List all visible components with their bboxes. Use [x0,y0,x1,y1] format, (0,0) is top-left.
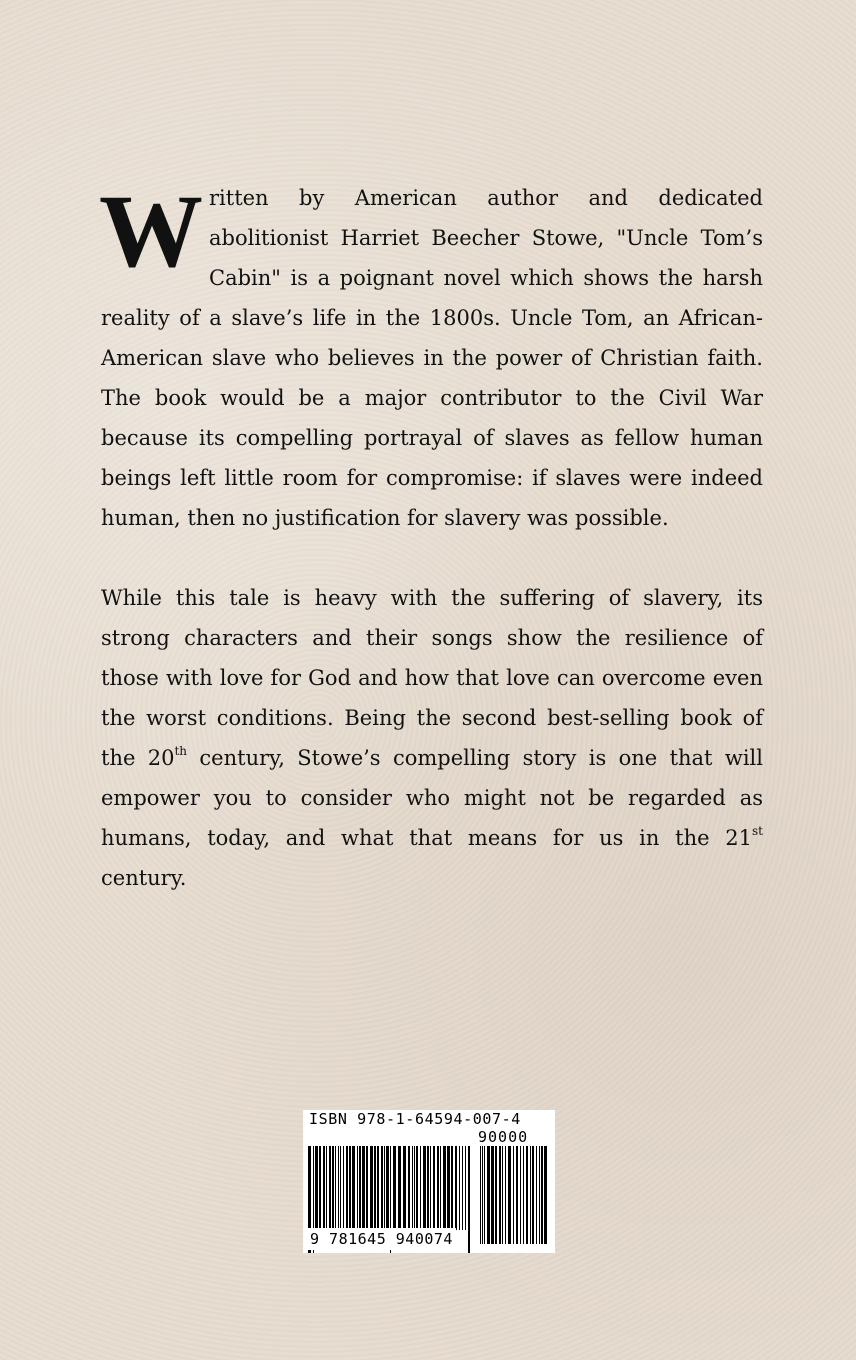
barcode-bar [462,1146,463,1230]
drop-cap: W [99,174,203,289]
barcode-bar [468,1146,470,1253]
barcode-bar [459,1146,460,1230]
barcode-bar [502,1146,503,1244]
barcode-bar [499,1146,501,1244]
barcode-bar [408,1146,410,1230]
paragraph-1-text: ritten by American author and dedicated abolitionist Harriet Beecher Stowe, "Uncle Tom’s Cabin" is a poignant novel which shows the harsh reality of a slave’s life in the 1800s. Uncle Tom, an African-American slave who believes in the power of Christian faith. The book would be a major contributor to the Civil War because its compelling portrayal of slaves as fellow human beings left little room for compromise: if slaves were indeed human, then no justification for slavery was possible. [101,186,763,530]
barcode-bar [377,1146,379,1230]
barcode-bar [357,1146,358,1230]
barcode-bar [427,1146,429,1230]
barcode-bar [505,1146,506,1244]
barcode-bar [508,1146,511,1244]
barcode-bar [352,1146,355,1230]
barcode-bar [349,1146,351,1230]
barcode-bar [455,1146,457,1230]
barcode-bar [374,1146,376,1230]
barcode-bar [484,1146,485,1244]
barcode-bar [526,1146,528,1244]
barcode-bar [329,1146,331,1230]
barcode-bar [370,1146,373,1230]
barcode-bar [420,1146,421,1230]
barcode-bar [326,1146,327,1230]
addon-barcode-bars [479,1146,549,1244]
barcode-bar [487,1146,490,1244]
barcode-bar [544,1146,547,1244]
blurb [99,174,763,898]
blurb-paragraph-2 [101,578,763,898]
barcode-bar [366,1146,368,1230]
barcode-bar [482,1146,483,1244]
superscript-th: th [174,744,188,758]
barcode-bar [423,1146,426,1230]
isbn-barcode [303,1110,555,1253]
barcode-bar [398,1146,401,1230]
barcode-bar [416,1146,418,1230]
barcode-bar [384,1146,385,1230]
barcode-bar [386,1146,389,1230]
barcode-bar [319,1146,321,1230]
barcode-bar [332,1146,334,1230]
barcode-bar [530,1146,531,1244]
barcode-bar [362,1146,365,1230]
barcode-bar [491,1146,494,1244]
barcode-bar [343,1146,344,1230]
barcode-bar [539,1146,540,1244]
barcode-bar [433,1146,435,1230]
ean-digits: 9 781645 940074 [307,1228,456,1250]
barcode-bar [513,1146,514,1244]
isbn-label: ISBN 978-1-64594-007-4 [309,1110,521,1128]
barcode-bar [447,1146,450,1230]
barcode-bar [403,1146,406,1230]
barcode-bar [536,1146,537,1244]
paragraph-2-text-b: century, Stowe’s compelling story is one that will empower you to consider who might not be regarded as humans, today, and what that means for us in the 21 [101,746,763,850]
barcode-bar [495,1146,497,1244]
barcode-bar [440,1146,441,1230]
barcode-bar [523,1146,524,1244]
barcode-bar [323,1146,325,1230]
addon-barcode-svg [479,1146,549,1244]
barcode-bar [516,1146,518,1244]
barcode-bar [451,1146,453,1230]
barcode-bar [346,1146,348,1230]
barcode-bar [520,1146,521,1244]
blurb-paragraph-1 [99,174,763,538]
barcode-bar [480,1146,481,1244]
barcode-bar [315,1146,318,1230]
barcode-bar [381,1146,383,1230]
barcode-bar [430,1146,431,1230]
barcode-bar [532,1146,534,1244]
price-addon-code: 90000 [478,1128,529,1146]
barcode-bar [414,1146,415,1230]
barcode-bar [465,1146,466,1230]
barcode-bar [437,1146,439,1230]
superscript-st: st [752,824,763,838]
barcode-bar [359,1146,361,1230]
barcode-bar [338,1146,339,1230]
barcode-bar [443,1146,446,1230]
barcode-bar [541,1146,543,1244]
barcode-bar [335,1146,336,1230]
barcode-bar [412,1146,413,1230]
paragraph-2-text-c: century. [101,866,187,890]
barcode-bar [393,1146,396,1230]
barcode-bar [340,1146,341,1230]
paragraph-2-text-a: While this tale is heavy with the suffering of slavery, its strong characters and their songs show the resilience of those with love for God and how that love can overcome even the worst conditions. Being the second best-selling book of the 20 [101,586,763,770]
